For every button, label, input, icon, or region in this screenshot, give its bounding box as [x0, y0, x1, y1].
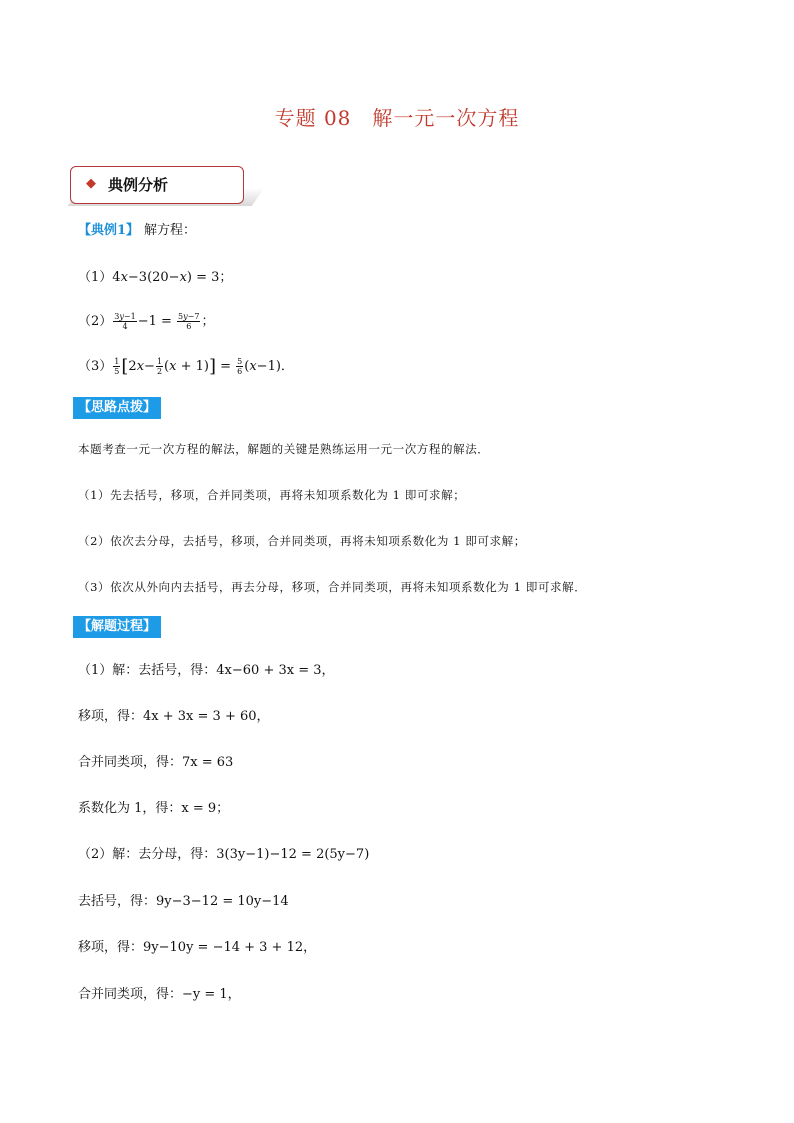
- hint-step-3: （3）依次从外向内去括号，再去分母，移项，合并同类项，再将未知项系数化为 1 即可求解．: [78, 580, 587, 594]
- page-title: 专题 08 解一元一次方程: [274, 106, 520, 130]
- solution-line-2: [78, 705, 270, 724]
- solution-line-4: [78, 797, 229, 816]
- equation-3-math: $\frac{1}{5}$ [2x− $\frac{1}{2}$ (x + 1)] = $\frac{5}{6}$ (x−1)．: [114, 356, 294, 377]
- hint-tag: 【思路点拨】: [73, 397, 161, 419]
- solution-line-5-text: （2）解：去分母，得：: [78, 847, 217, 862]
- solution-line-6: [78, 890, 289, 909]
- solution-line-8: [78, 983, 241, 1002]
- hint-step-1: （1）先去括号，移项，合并同类项，再将未知项系数化为 1 即可求解；: [78, 488, 466, 502]
- solution-line-3: [78, 751, 233, 770]
- solution-line-3-text: 合并同类项，得：: [78, 755, 183, 770]
- solution-line-7-math: 9y−10y = −14 + 3 + 12，: [143, 940, 317, 955]
- solution-line-4-text: 系数化为 1，得：: [78, 801, 182, 816]
- solution-line-6-text: 去括号，得：: [78, 894, 157, 909]
- equation-1: [78, 266, 232, 285]
- solution-line-5-math: 3(3y−1)−12 = 2(5y−7): [216, 847, 370, 862]
- solution-line-8-text: 合并同类项，得：: [78, 987, 183, 1002]
- hint-intro: 本题考查一元一次方程的解法，解题的关键是熟练运用一元一次方程的解法．: [78, 442, 490, 456]
- solution-line-1-text: （1）解：去括号，得：: [78, 663, 217, 678]
- example-intro: 解方程：: [144, 223, 197, 238]
- equation-1-number: （1）: [78, 270, 113, 285]
- equation-3: [78, 355, 294, 377]
- solution-line-4-math: x = 9；: [181, 801, 230, 816]
- solution-line-1: [78, 659, 335, 678]
- solution-line-1-math: 4x−60 + 3x = 3，: [216, 663, 335, 678]
- example-tag: 【典例1】: [78, 223, 140, 238]
- diamond-icon: ◆: [86, 176, 96, 191]
- solution-line-2-math: 4x + 3x = 3 + 60，: [143, 709, 270, 724]
- solution-tag: 【解题过程】: [73, 616, 161, 638]
- section-header-label: 典例分析: [108, 176, 169, 194]
- equation-1-math: 4x−3(20−x) = 3；: [112, 270, 233, 285]
- solution-line-8-math: −y = 1，: [182, 987, 241, 1002]
- solution-line-5: [78, 843, 369, 862]
- solution-line-2-text: 移项，得：: [78, 709, 144, 724]
- solution-line-7-text: 移项，得：: [78, 940, 144, 955]
- equation-2-number: （2）: [78, 314, 113, 329]
- equation-3-number: （3）: [78, 359, 113, 374]
- equation-2-math: $\frac{3y-1}{4}$ −1 = $\frac{5y-7}{6}$ ；: [114, 312, 215, 331]
- hint-step-2: （2）依次去分母，去括号，移项，合并同类项，再将未知项系数化为 1 即可求解；: [78, 534, 526, 548]
- solution-line-3-math: 7x = 63: [182, 755, 234, 770]
- solution-line-7: [78, 936, 316, 955]
- equation-2: [78, 310, 214, 331]
- solution-line-6-math: 9y−3−12 = 10y−14: [156, 894, 289, 909]
